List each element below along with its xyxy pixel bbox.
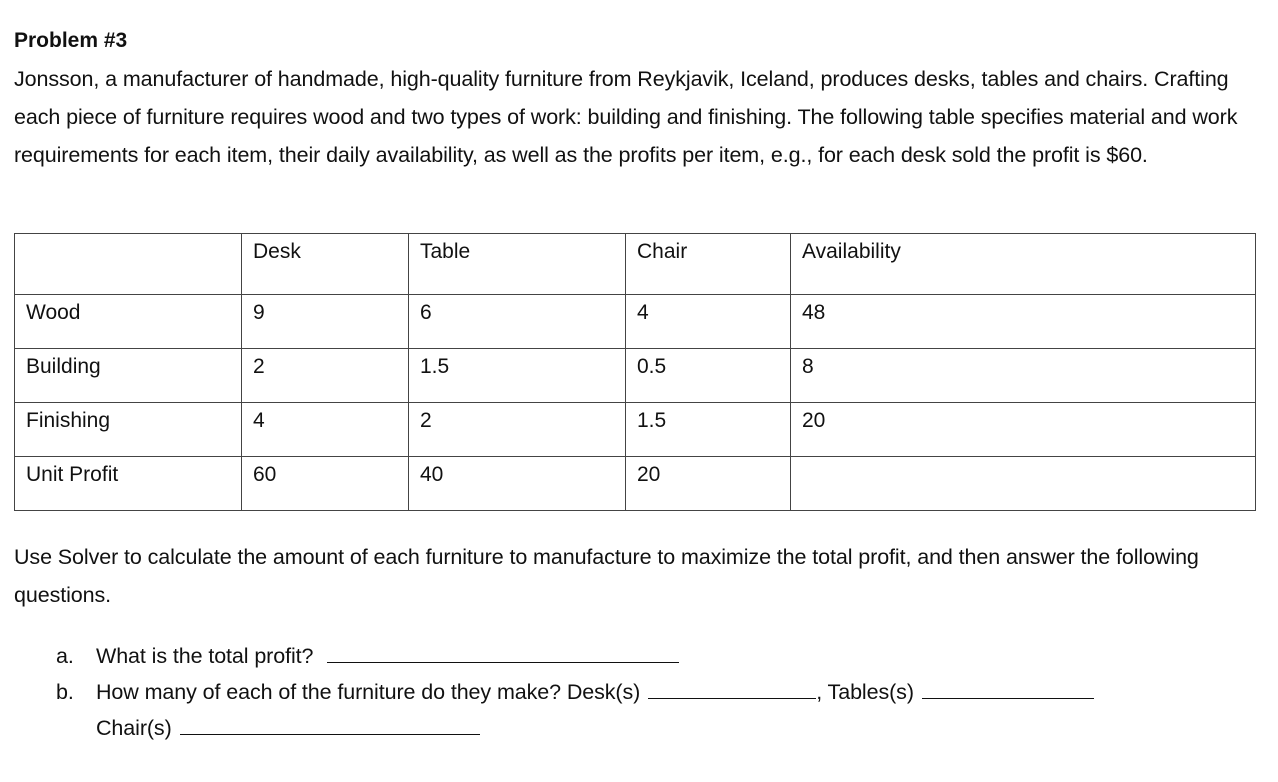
table-cell: 6	[409, 295, 626, 349]
table-row-label: Building	[15, 349, 242, 403]
table-row-label: Finishing	[15, 403, 242, 457]
table-row	[15, 403, 1256, 457]
table-cell: 20	[791, 403, 1256, 457]
table-header-cell: Availability	[791, 234, 1256, 295]
table-header-cell: Chair	[626, 234, 791, 295]
table-header-row	[15, 234, 1256, 295]
solver-instructions: Use Solver to calculate the amount of each furniture to manufacture to maximize the total profit, and then answer the following questions.	[14, 545, 1199, 607]
table-header-cell: Desk	[242, 234, 409, 295]
question-a-text: What is the total profit?	[96, 644, 314, 668]
problem-block	[14, 26, 1264, 174]
table-cell: 0.5	[626, 349, 791, 403]
question-marker: a.	[56, 644, 74, 668]
problem-intro: Jonsson, a manufacturer of handmade, high-quality furniture from Reykjavik, Iceland, produces desks, tables and chairs. Crafting each piece of furniture requires wood and two types of work: building and finishing. The following table specifies material and work requirements for each item, their daily availability, as well as the profits per item, e.g., for each desk sold the profit is $60.	[14, 67, 1238, 167]
table-cell: 8	[791, 349, 1256, 403]
table-row	[15, 349, 1256, 403]
table-header-cell: Table	[409, 234, 626, 295]
table-header-cell	[15, 234, 242, 295]
requirements-table	[14, 233, 1256, 511]
table-row-label: Wood	[15, 295, 242, 349]
table-row-label: Unit Profit	[15, 457, 242, 511]
table-cell: 4	[626, 295, 791, 349]
table-row	[15, 457, 1256, 511]
question-b-continued	[56, 710, 1094, 746]
questions-list	[56, 638, 1094, 746]
question-a	[56, 638, 1094, 674]
question-b-text: How many of each of the furniture do they make? Desk(s)	[96, 680, 641, 704]
table-cell: 1.5	[626, 403, 791, 457]
question-b	[56, 674, 1094, 710]
tables-answer-blank[interactable]	[922, 678, 1094, 699]
problem-title: Problem #3	[14, 29, 128, 52]
table-cell: 48	[791, 295, 1256, 349]
table-cell: 1.5	[409, 349, 626, 403]
table-row	[15, 295, 1256, 349]
table-cell: 60	[242, 457, 409, 511]
table-cell: 9	[242, 295, 409, 349]
chairs-answer-blank[interactable]	[180, 714, 480, 735]
chairs-label: Chair(s)	[96, 716, 172, 740]
table-cell: 2	[409, 403, 626, 457]
table-cell: 40	[409, 457, 626, 511]
table-cell: 4	[242, 403, 409, 457]
question-marker: b.	[56, 680, 74, 704]
desk-answer-blank[interactable]	[648, 678, 816, 699]
tables-label: , Tables(s)	[816, 680, 914, 704]
table-cell	[791, 457, 1256, 511]
total-profit-answer-blank[interactable]	[327, 642, 679, 663]
table-cell: 20	[626, 457, 791, 511]
table-cell: 2	[242, 349, 409, 403]
